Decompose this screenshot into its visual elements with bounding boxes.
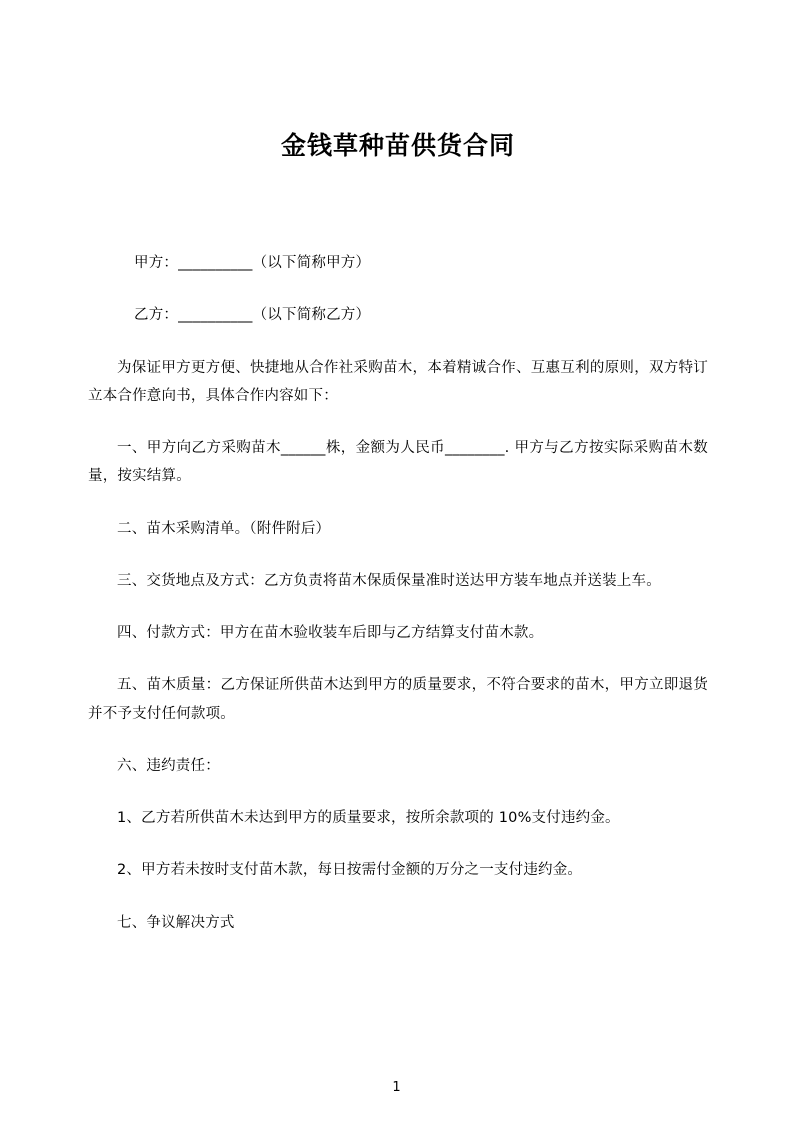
paragraph-party-b: 乙方：__________（以下简称乙方） <box>134 307 371 324</box>
paragraph-clause-2: 二、苗木采购清单。（附件附后） <box>117 520 331 537</box>
paragraph-clause-4: 四、付款方式：甲方在苗木验收装车后即与乙方结算支付苗木款。 <box>117 625 544 642</box>
paragraph-clause-6-1: 1、乙方若所供苗木未达到甲方的质量要求，按所余款项的 10%支付违约金。 <box>117 810 620 827</box>
paragraph-preamble: 为保证甲方更方便、快捷地从合作社采购苗木，本着精诚合作、互惠互利的原则，双方特订立本合作意向书，具体合作内容如下： <box>88 359 708 404</box>
paragraph-clause-1: 一、甲方向乙方采购苗木______株，金额为人民币________. 甲方与乙方按实际采购苗木数量，按实结算。 <box>88 440 708 485</box>
paragraph-clause-6-2: 2、甲方若未按时支付苗木款，每日按需付金额的万分之一支付违约金。 <box>117 862 583 879</box>
paragraph-clause-5: 五、苗木质量：乙方保证所供苗木达到甲方的质量要求，不符合要求的苗木，甲方立即退货并不予支付任何款项。 <box>88 677 708 722</box>
paragraph-clause-3: 三、交货地点及方式：乙方负责将苗木保质保量准时送达甲方装车地点并送装上车。 <box>117 572 661 589</box>
page-number: 1 <box>392 1080 401 1095</box>
document-content <box>88 0 708 959</box>
paragraph-party-a: 甲方：__________（以下简称甲方） <box>134 255 371 271</box>
document-body <box>88 249 708 937</box>
paragraph-clause-7: 七、争议解决方式 <box>117 914 235 931</box>
paragraph-clause-6: 六、违约责任： <box>117 757 220 774</box>
page-title: 金钱草种苗供货合同 <box>280 131 515 160</box>
